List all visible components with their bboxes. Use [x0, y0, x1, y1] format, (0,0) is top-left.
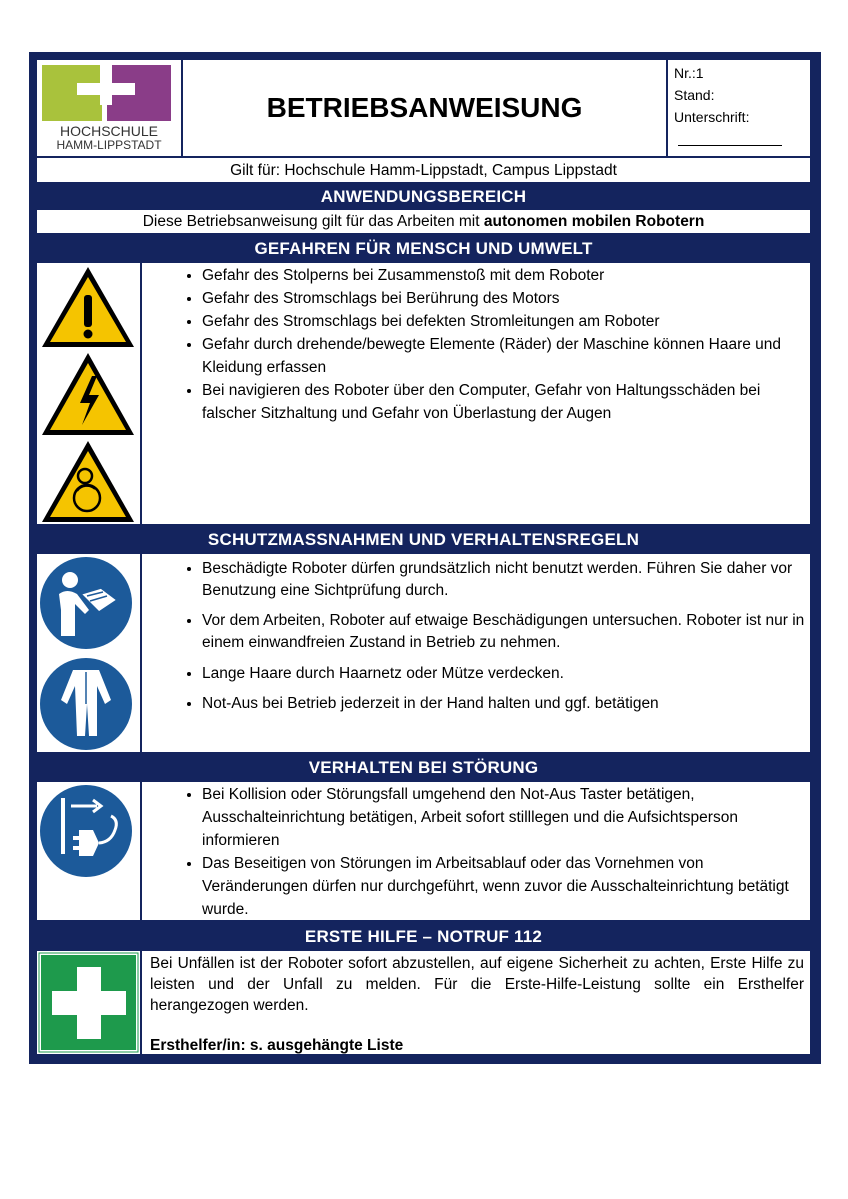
list-item: • Gefahr durch drehende/bewegte Elemente (Räder) der Maschine können Haare und Kleidung erfassen — [202, 333, 810, 379]
heading-stoerung: VERHALTEN BEI STÖRUNG — [37, 754, 810, 780]
anwendung-text-prefix: Diese Betriebsanweisung gilt für das Arbeiten mit — [142, 213, 484, 230]
list-item: • Lange Haare durch Haarnetz oder Mütze verdecken. — [202, 663, 810, 685]
rotating-parts-warning-icon — [42, 441, 134, 522]
read-manual-icon — [40, 557, 132, 649]
stand-label: Stand: — [674, 87, 715, 103]
logo-line-1: HOCHSCHULE — [59, 123, 158, 139]
list-item: • Vor dem Arbeiten, Roboter auf etwaige Beschädigungen untersuchen. Roboter ist nur in einem einwandfreien Zustand in Betrieb zu nehmen. — [202, 610, 810, 654]
stoerung-list — [142, 782, 810, 920]
schutz-list — [142, 554, 810, 752]
scope-text: Gilt für: Hochschule Hamm-Lippstadt, Campus Lippstadt — [37, 158, 810, 182]
first-aid-icon-column — [37, 951, 140, 1054]
meta-box — [668, 60, 810, 156]
anwendung-text-bold: autonomen mobilen Robotern — [483, 213, 705, 230]
gefahren-list — [142, 263, 810, 524]
heading-anwendungsbereich: ANWENDUNGSBEREICH — [37, 184, 810, 208]
logo-line-2: HAMM-LIPPSTADT — [56, 138, 162, 152]
hazard-icon-column — [37, 263, 140, 524]
erste-hilfe-text-box — [142, 951, 810, 1054]
list-item: • Gefahr des Stromschlags bei Berührung des Motors — [202, 287, 810, 310]
heading-schutzmassnahmen: SCHUTZMASSNAHMEN UND VERHALTENSREGELN — [37, 526, 810, 552]
heading-gefahren: GEFAHREN FÜR MENSCH UND UMWELT — [37, 236, 810, 261]
list-item: • Bei Kollision oder Störungsfall umgehend den Not-Aus Taster betätigen, Ausschalteinrichtung betätigen, Arbeit sofort stilllegen und die Aufsichtsperson informieren — [202, 783, 810, 852]
page-title: BETRIEBSANWEISUNG — [183, 60, 666, 156]
anwendung-text — [37, 210, 810, 233]
erste-hilfe-text: Bei Unfällen ist der Roboter sofort abzustellen, auf eigene Sicherheit zu achten, Erste Hilfe zu leisten und der Unfall zu melden. Für die Erste-Hilfe-Leistung sollte ein Ersthelfer herangezogen werden. — [150, 955, 804, 1014]
list-item: • Bei navigieren des Roboter über den Computer, Gefahr von Haltungsschäden bei falscher Sitzhaltung und Gefahr von Überlastung der Augen — [202, 379, 810, 425]
signature-line — [678, 145, 782, 146]
nr-label: Nr.:1 — [674, 65, 704, 81]
list-item: • Das Beseitigen von Störungen im Arbeitsablauf oder das Vornehmen von Veränderungen dürfen nur durchgeführt, wenn zuvor die Ausschalteinrichtung betätigt wurde. — [202, 852, 810, 921]
protective-clothing-icon — [40, 658, 132, 750]
electrical-hazard-icon — [42, 353, 134, 435]
signature-label: Unterschrift: — [674, 109, 750, 125]
heading-erste-hilfe: ERSTE HILFE – NOTRUF 112 — [37, 922, 810, 949]
first-aid-cross-icon — [39, 953, 138, 1052]
list-item: • Beschädigte Roboter dürfen grundsätzlich nicht benutzt werden. Führen Sie daher vor Benutzung eine Sichtprüfung durch. — [202, 558, 810, 602]
list-item: • Not-Aus bei Betrieb jederzeit in der Hand halten und ggf. betätigen — [202, 693, 810, 715]
ersthelfer-text: Ersthelfer/in: s. ausgehängte Liste — [150, 1037, 404, 1054]
logo — [37, 60, 181, 156]
stoerung-icon-column — [37, 782, 140, 920]
mandatory-icon-column — [37, 554, 140, 752]
general-warning-icon — [42, 267, 134, 347]
list-item: • Gefahr des Stromschlags bei defekten Stromleitungen am Roboter — [202, 310, 810, 333]
disconnect-plug-icon — [40, 785, 132, 877]
list-item: • Gefahr des Stolperns bei Zusammenstoß mit dem Roboter — [202, 264, 810, 287]
